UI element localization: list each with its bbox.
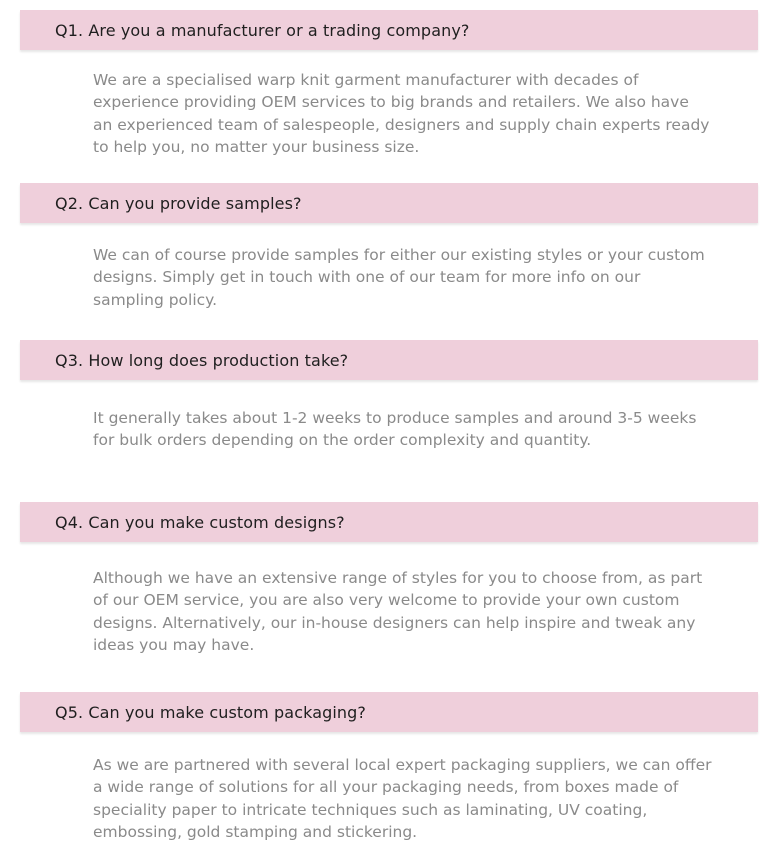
faq-question-4[interactable]: Q4. Can you make custom designs? (20, 502, 758, 542)
faq-question-1[interactable]: Q1. Are you a manufacturer or a trading company? (20, 10, 758, 50)
faq-question-3[interactable]: Q3. How long does production take? (20, 340, 758, 380)
faq-answer-2: We can of course provide samples for either our existing styles or your custom designs. Simply get in touch with one of our team for more info on our sampling policy. (93, 246, 705, 309)
faq-answer-5: As we are partnered with several local expert packaging suppliers, we can offer a wide range of solutions for all your packaging needs, from boxes made of speciality paper to intricate techniques such as laminating, UV coating, embossing, gold stamping and stickering. (93, 756, 712, 841)
faq-answer-4: Although we have an extensive range of styles for you to choose from, as part of our OEM service, you are also very welcome to provide your own custom designs. Alternatively, our in-house designers can help inspire and tweak any ideas you may have. (93, 569, 703, 654)
faq-answer-3: It generally takes about 1-2 weeks to produce samples and around 3-5 weeks for bulk orders depending on the order complexity and quantity. (93, 409, 697, 450)
faq-question-5[interactable]: Q5. Can you make custom packaging? (20, 692, 758, 732)
faq-question-2[interactable]: Q2. Can you provide samples? (20, 183, 758, 223)
faq-answer-1: We are a specialised warp knit garment manufacturer with decades of experience providing OEM services to big brands and retailers. We also have an experienced team of salespeople, designers and supply chain experts ready to help you, no matter your business size. (93, 71, 710, 156)
